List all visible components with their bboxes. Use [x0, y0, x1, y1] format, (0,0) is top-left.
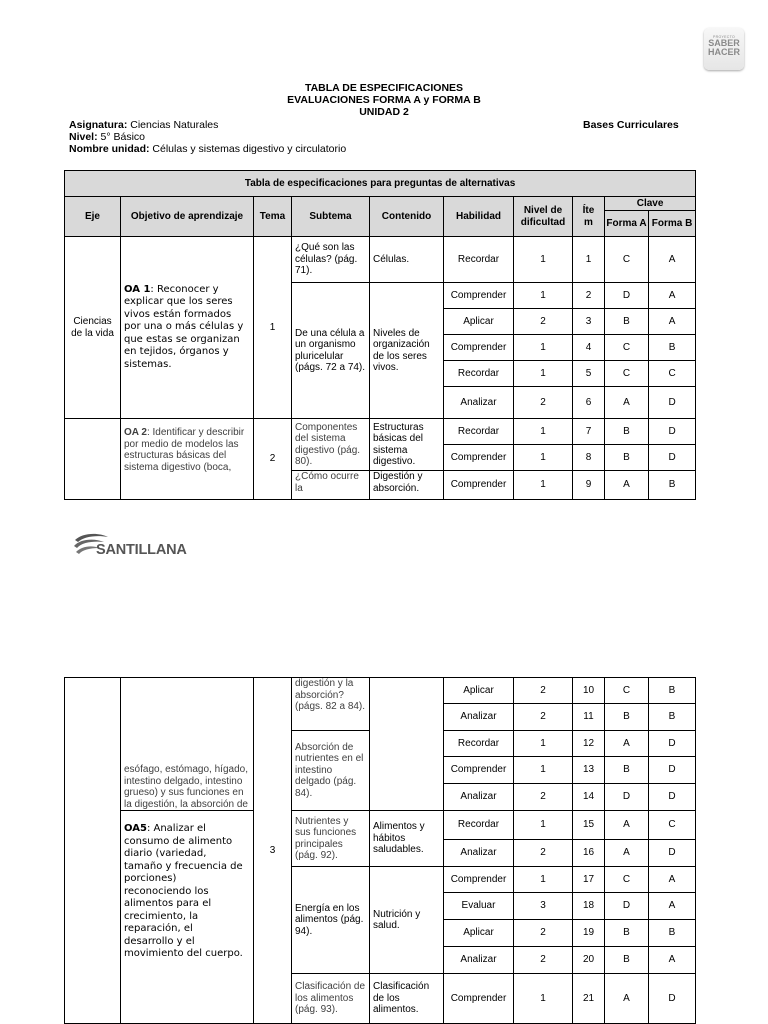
nivel-cell: 2: [514, 840, 573, 867]
habilidad-cell: Recordar: [444, 811, 514, 840]
nivel-cell: 2: [514, 387, 573, 419]
forma-a-cell: B: [605, 419, 649, 445]
item-cell: 18: [573, 893, 605, 920]
asignatura-value: Ciencias Naturales: [130, 119, 219, 131]
item-cell: 12: [573, 731, 605, 757]
forma-a-cell: C: [605, 678, 649, 704]
item-cell: 3: [573, 309, 605, 335]
item-cell: 5: [573, 361, 605, 387]
forma-a-cell: B: [605, 757, 649, 784]
header-forma-a: Forma A: [605, 211, 649, 237]
oa5-cell: [121, 811, 254, 1024]
contenido-cell-empty: [370, 678, 444, 811]
habilidad-cell: Comprender: [444, 757, 514, 784]
item-cell: 1: [573, 237, 605, 283]
subtema-cell: Energía en los alimentos (pág. 94).: [292, 867, 370, 974]
subtema-cell: ¿Qué son las células? (pág. 71).: [292, 237, 370, 283]
bases-curriculares: Bases Curriculares: [583, 119, 679, 131]
habilidad-cell: Comprender: [444, 974, 514, 1024]
header-item: Íte m: [573, 197, 605, 237]
habilidad-cell: Recordar: [444, 361, 514, 387]
header-eje: Eje: [65, 197, 121, 237]
forma-a-cell: B: [605, 704, 649, 731]
item-cell: 6: [573, 387, 605, 419]
nivel-cell: 3: [514, 893, 573, 920]
unidad-label: Nombre unidad:: [69, 143, 150, 155]
item-cell: 2: [573, 283, 605, 309]
contenido-cell: Digestión y absorción.: [370, 471, 444, 500]
habilidad-cell: Comprender: [444, 471, 514, 500]
spec-table-2: [64, 677, 696, 1024]
forma-b-cell: B: [649, 704, 696, 731]
contenido-cell: Niveles de organización de los seres vivos.: [370, 283, 444, 419]
nivel-label: Nivel:: [69, 131, 98, 143]
nivel-cell: 2: [514, 704, 573, 731]
item-cell: 21: [573, 974, 605, 1024]
contenido-cell: Estructuras básicas del sistema digestivo.: [370, 419, 444, 471]
saber-hacer-logo: [704, 28, 744, 70]
oa5-label: OA5: [124, 823, 147, 834]
forma-b-cell: B: [649, 920, 696, 947]
nivel-cell: 1: [514, 867, 573, 893]
item-cell: 13: [573, 757, 605, 784]
habilidad-cell: Analizar: [444, 840, 514, 867]
header-forma-b: Forma B: [649, 211, 696, 237]
forma-b-cell: A: [649, 237, 696, 283]
forma-a-cell: A: [605, 731, 649, 757]
doc-title-3: UNIDAD 2: [359, 106, 409, 118]
eje-cell-empty: [65, 419, 121, 500]
asignatura-label: Asignatura:: [69, 119, 128, 131]
forma-b-cell: C: [649, 361, 696, 387]
forma-b-cell: B: [649, 471, 696, 500]
item-cell: 16: [573, 840, 605, 867]
contenido-cell: Alimentos y hábitos saludables.: [370, 811, 444, 867]
nivel-cell: 1: [514, 757, 573, 784]
nivel-cell: 1: [514, 731, 573, 757]
header-tema: Tema: [254, 197, 292, 237]
nivel-cell: 1: [514, 335, 573, 361]
forma-a-cell: D: [605, 283, 649, 309]
eje-cell: Ciencias de la vida: [65, 237, 121, 419]
forma-a-cell: C: [605, 361, 649, 387]
forma-a-cell: A: [605, 811, 649, 840]
subtema-cell: Componentes del sistema digestivo (pág. 80).: [292, 419, 370, 471]
habilidad-cell: Analizar: [444, 947, 514, 974]
item-cell: 7: [573, 419, 605, 445]
table-caption: Tabla de especificaciones para preguntas de alternativas: [65, 171, 696, 197]
tema-3-cell: 3: [254, 678, 292, 1024]
habilidad-cell: Analizar: [444, 784, 514, 811]
forma-b-cell: A: [649, 947, 696, 974]
santillana-wordmark: SANTILLANA: [96, 542, 187, 558]
forma-a-cell: A: [605, 974, 649, 1024]
habilidad-cell: Recordar: [444, 419, 514, 445]
contenido-cell: Células.: [370, 237, 444, 283]
forma-a-cell: C: [605, 867, 649, 893]
forma-b-cell: A: [649, 893, 696, 920]
oa5-text: : Analizar el consumo de alimento diario (variedad, tamaño y frecuencia de porciones) reconociendo los alimentos para el crecimiento, la reparación, el desarrollo y el movimiento del cuerpo.: [124, 823, 243, 959]
nivel-cell: 1: [514, 445, 573, 471]
header-clave: Clave: [605, 197, 696, 211]
logo-small-text: PROYECTO: [713, 35, 735, 39]
tema-2-cell: 2: [254, 419, 292, 500]
habilidad-cell: Comprender: [444, 335, 514, 361]
forma-a-cell: A: [605, 387, 649, 419]
header-habilidad: Habilidad: [444, 197, 514, 237]
oa2-continuation-cell: esófago, estómago, hígado, intestino delgado, intestino grueso) y sus funciones en la digestión, la absorción de: [121, 678, 254, 811]
santillana-logo: [72, 531, 202, 563]
habilidad-cell: Aplicar: [444, 678, 514, 704]
unidad-value: Células y sistemas digestivo y circulatorio: [152, 143, 347, 155]
subtema-cell: digestión y la absorción? (págs. 82 a 84).: [292, 678, 370, 731]
tema-1-cell: 1: [254, 237, 292, 419]
forma-b-cell: B: [649, 335, 696, 361]
spec-table-1: [64, 170, 696, 500]
forma-b-cell: D: [649, 419, 696, 445]
nivel-cell: 2: [514, 678, 573, 704]
forma-b-cell: D: [649, 387, 696, 419]
doc-title-2: EVALUACIONES FORMA A y FORMA B: [287, 94, 481, 106]
unidad-line: [69, 143, 346, 155]
habilidad-cell: Analizar: [444, 387, 514, 419]
forma-b-cell: A: [649, 283, 696, 309]
habilidad-cell: Evaluar: [444, 893, 514, 920]
habilidad-cell: Recordar: [444, 731, 514, 757]
nivel-cell: 1: [514, 471, 573, 500]
habilidad-cell: Analizar: [444, 704, 514, 731]
subtema-cell: ¿Cómo ocurre la: [292, 471, 370, 500]
nivel-cell: 2: [514, 784, 573, 811]
forma-a-cell: B: [605, 309, 649, 335]
forma-b-cell: B: [649, 678, 696, 704]
nivel-cell: 2: [514, 309, 573, 335]
habilidad-cell: Comprender: [444, 283, 514, 309]
header-objetivo: Objetivo de aprendizaje: [121, 197, 254, 237]
header-nivel: Nivel de dificultad: [514, 197, 573, 237]
nivel-line: [69, 131, 145, 143]
habilidad-cell: Aplicar: [444, 309, 514, 335]
item-cell: 10: [573, 678, 605, 704]
nivel-cell: 1: [514, 237, 573, 283]
forma-a-cell: A: [605, 471, 649, 500]
forma-b-cell: A: [649, 309, 696, 335]
forma-a-cell: D: [605, 893, 649, 920]
item-cell: 19: [573, 920, 605, 947]
contenido-cell: Nutrición y salud.: [370, 867, 444, 974]
header-subtema: Subtema: [292, 197, 370, 237]
habilidad-cell: Recordar: [444, 237, 514, 283]
forma-a-cell: C: [605, 335, 649, 361]
item-cell: 14: [573, 784, 605, 811]
subtema-cell: Absorción de nutrientes en el intestino delgado (pág. 84).: [292, 731, 370, 811]
forma-a-cell: B: [605, 445, 649, 471]
subtema-cell: Nutrientes y sus funciones principales (pág. 92).: [292, 811, 370, 867]
eje-cell-empty: [65, 678, 121, 1024]
forma-b-cell: C: [649, 811, 696, 840]
forma-b-cell: D: [649, 731, 696, 757]
nivel-value: 5° Básico: [100, 131, 145, 143]
logo-line1: SABER: [708, 38, 740, 48]
nivel-cell: 2: [514, 920, 573, 947]
nivel-cell: 2: [514, 947, 573, 974]
forma-b-cell: A: [649, 867, 696, 893]
nivel-cell: 1: [514, 361, 573, 387]
forma-a-cell: B: [605, 920, 649, 947]
item-cell: 11: [573, 704, 605, 731]
habilidad-cell: Comprender: [444, 445, 514, 471]
forma-b-cell: D: [649, 757, 696, 784]
habilidad-cell: Comprender: [444, 867, 514, 893]
nivel-cell: 1: [514, 419, 573, 445]
habilidad-cell: Aplicar: [444, 920, 514, 947]
subtema-cell: Clasificación de los alimentos (pág. 93).: [292, 974, 370, 1024]
forma-a-cell: C: [605, 237, 649, 283]
asignatura-line: [69, 119, 218, 131]
oa2-label: OA 2: [124, 427, 147, 438]
item-cell: 8: [573, 445, 605, 471]
forma-b-cell: D: [649, 784, 696, 811]
oa2-cell: [121, 419, 254, 500]
contenido-cell: Clasificación de los alimentos.: [370, 974, 444, 1024]
item-cell: 4: [573, 335, 605, 361]
item-cell: 9: [573, 471, 605, 500]
item-cell: 15: [573, 811, 605, 840]
forma-b-cell: D: [649, 974, 696, 1024]
logo-line2: HACER: [707, 47, 740, 57]
forma-b-cell: D: [649, 840, 696, 867]
item-cell: 20: [573, 947, 605, 974]
nivel-cell: 1: [514, 974, 573, 1024]
doc-title-1: TABLA DE ESPECIFICACIONES: [304, 82, 464, 94]
oa2-text: : Identificar y describir por medio de modelos las estructuras básicas del sistema digestivo (boca,: [124, 427, 245, 473]
forma-b-cell: D: [649, 445, 696, 471]
forma-a-cell: B: [605, 947, 649, 974]
nivel-cell: 1: [514, 283, 573, 309]
subtema-cell: De una célula a un organismo pluricelular (págs. 72 a 74).: [292, 283, 370, 419]
forma-a-cell: D: [605, 784, 649, 811]
forma-a-cell: A: [605, 840, 649, 867]
oa1-cell: [121, 237, 254, 419]
item-cell: 17: [573, 867, 605, 893]
header-contenido: Contenido: [370, 197, 444, 237]
oa1-text: : Reconocer y explicar que los seres vivos están formados por una o más células y que estas se organizan en tejidos, órganos y sistemas.: [124, 283, 244, 370]
nivel-cell: 1: [514, 811, 573, 840]
oa1-label: OA 1: [124, 283, 151, 295]
